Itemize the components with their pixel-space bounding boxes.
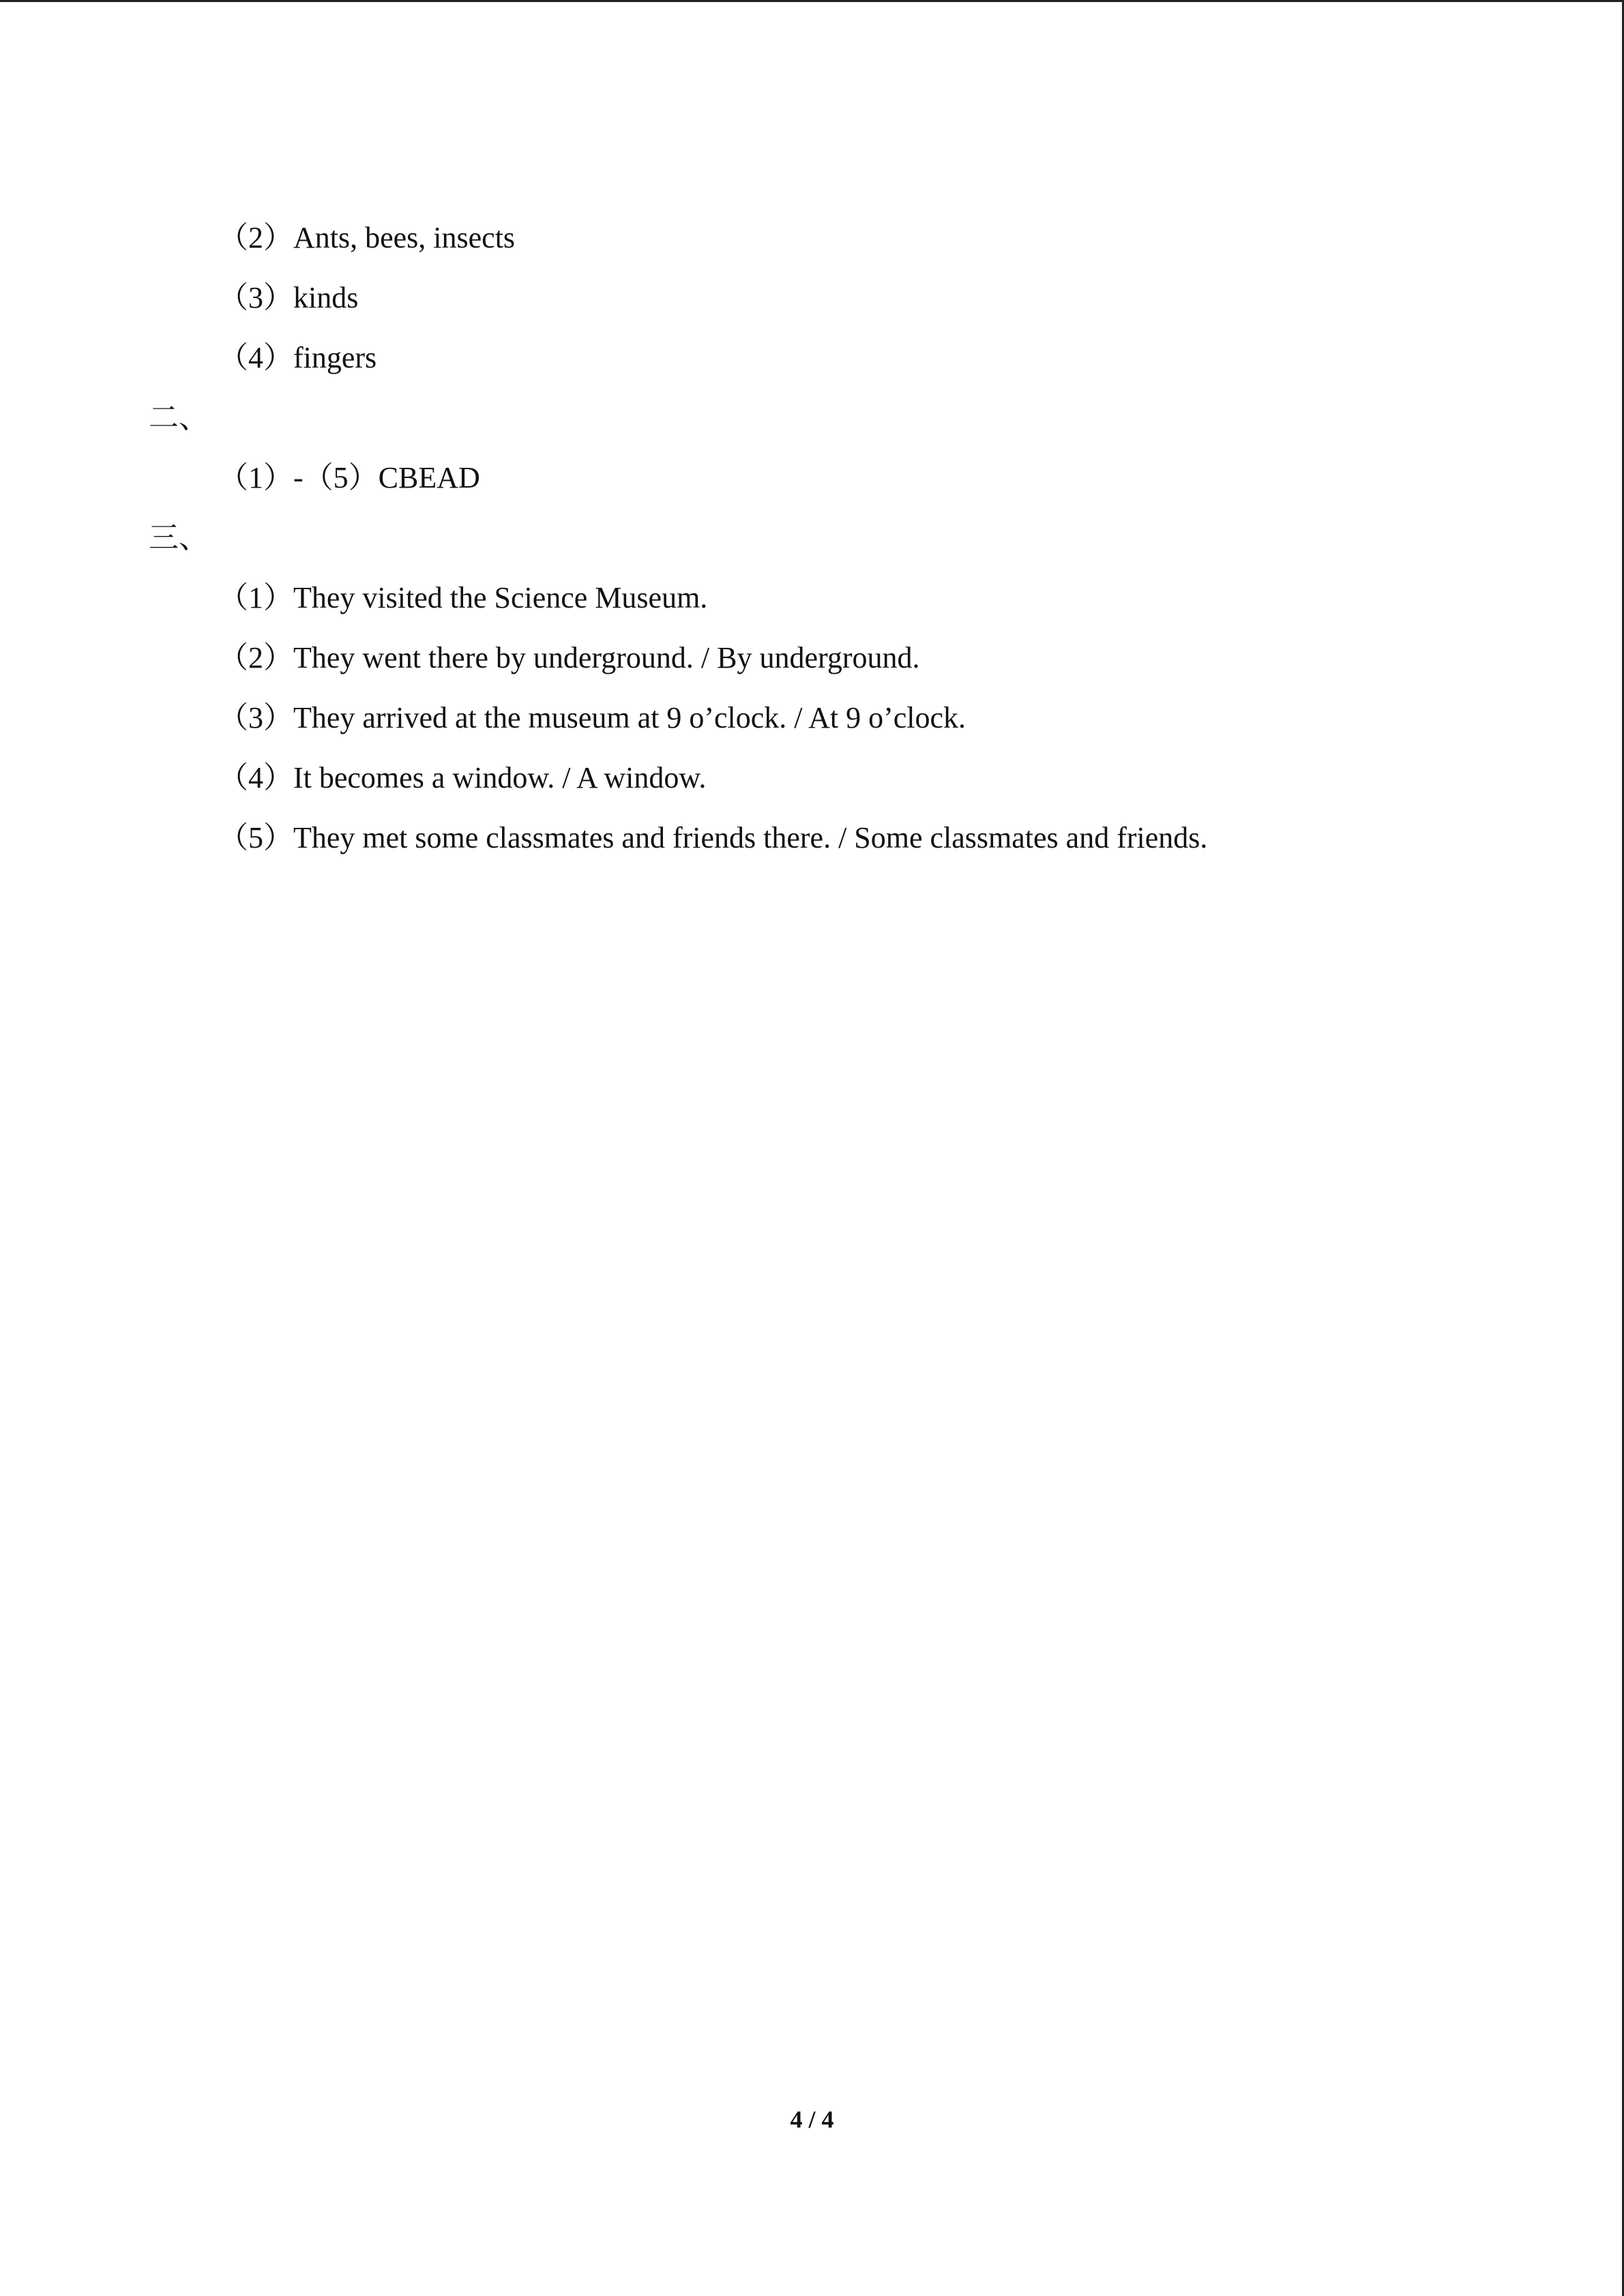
item-text: It becomes a window. / A window. <box>293 761 707 794</box>
section-heading-2: 二、 <box>149 401 209 434</box>
answer-item <box>218 278 358 318</box>
item-text: -（5）CBEAD <box>293 461 480 494</box>
answer-item <box>218 578 707 618</box>
item-text: They arrived at the museum at 9 o’clock. / At 9 o’clock. <box>293 701 966 734</box>
answer-item <box>218 338 377 378</box>
section-heading-3: 三、 <box>149 521 209 554</box>
item-text: kinds <box>293 281 359 314</box>
item-number: （1） <box>218 581 293 614</box>
answer-item <box>218 758 706 799</box>
item-number: （2） <box>218 221 293 254</box>
answer-item <box>218 638 920 679</box>
answer-item <box>218 458 480 498</box>
item-number: （3） <box>218 281 293 314</box>
page-number: 4 / 4 <box>790 2106 834 2133</box>
answer-item <box>218 218 515 258</box>
answer-item <box>218 698 966 739</box>
answer-item <box>218 818 1207 859</box>
item-text: They visited the Science Museum. <box>293 581 708 614</box>
item-text: fingers <box>293 341 377 374</box>
item-number: （5） <box>218 821 293 854</box>
item-number: （4） <box>218 341 293 374</box>
item-number: （3） <box>218 701 293 734</box>
item-text: They met some classmates and friends there. / Some classmates and friends. <box>293 821 1208 854</box>
item-text: They went there by underground. / By underground. <box>293 641 920 674</box>
item-number: （4） <box>218 761 293 794</box>
item-number: （1） <box>218 461 293 494</box>
item-number: （2） <box>218 641 293 674</box>
item-text: Ants, bees, insects <box>293 221 516 254</box>
